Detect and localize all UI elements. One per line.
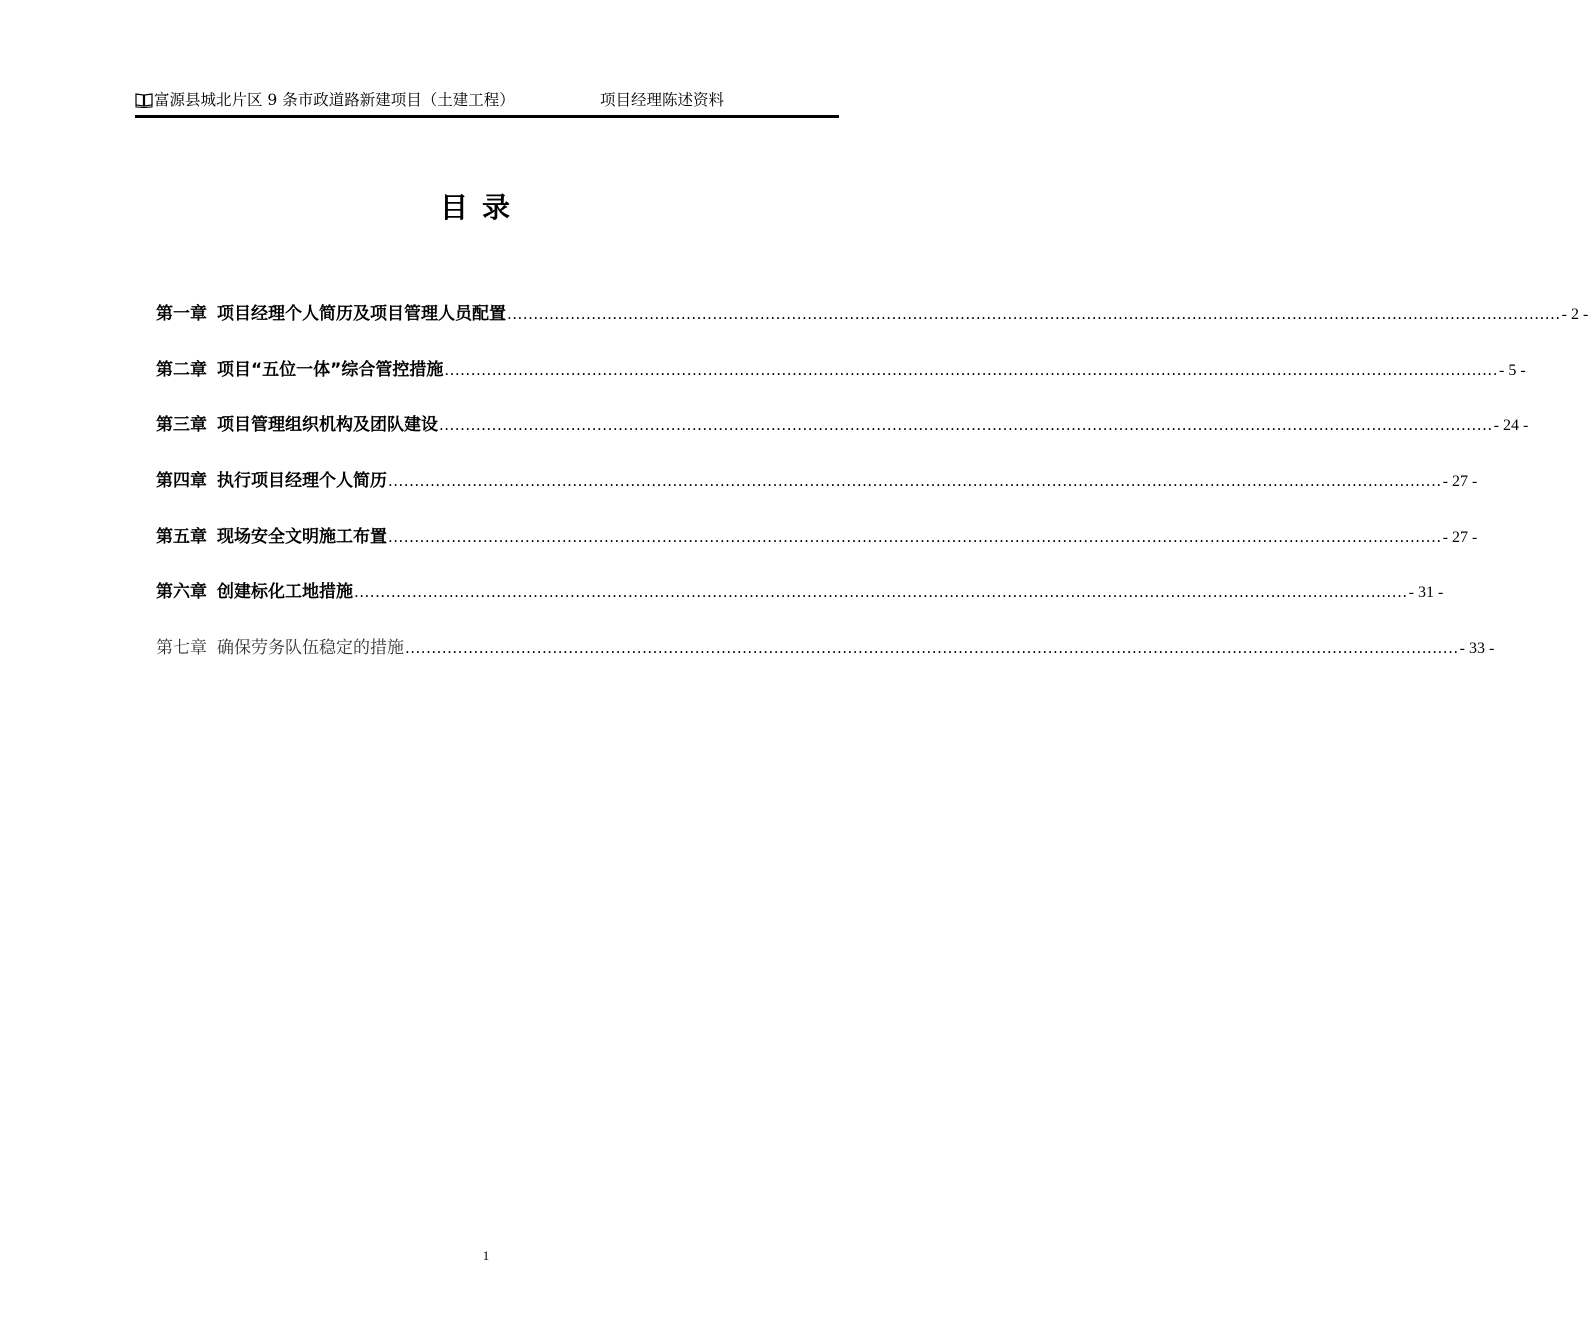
toc-page-number: - 5 - (1498, 361, 1526, 379)
toc-entry-5[interactable] (156, 523, 1478, 551)
page-header (135, 88, 838, 112)
toc-chapter-title: 项目经理个人简历及项目管理人员配置 (217, 304, 506, 324)
page-number: 1 (482, 1248, 490, 1263)
toc-dot-leader: ........................................................................................................................................................................................................ (405, 639, 1459, 658)
toc-entry-4[interactable] (156, 467, 1478, 495)
toc-chapter-title: 项目管理组织机构及团队建设 (217, 415, 438, 436)
header-divider (135, 115, 839, 118)
toc-dot-leader: ........................................................................................................................................................................................................ (507, 305, 1561, 323)
toc-title: 目录 (439, 191, 524, 224)
header-project-title: 富源县城北片区 9 条市政道路新建项目（土建工程） (154, 91, 515, 109)
toc-page-number: - 27 - (1442, 528, 1478, 546)
toc-chapter-title: 创建标化工地措施 (217, 582, 353, 603)
toc-page-number: - 27 - (1442, 473, 1478, 491)
toc-entry-1[interactable] (156, 300, 1588, 328)
toc-chapter-title: 确保劳务队伍稳定的措施 (217, 638, 404, 659)
toc-chapter-number: 第一章 (156, 304, 207, 324)
toc-entry-2[interactable] (156, 356, 1526, 384)
toc-chapter-number: 第三章 (156, 415, 207, 436)
toc-chapter-title: 项目“五位一体”综合管控措施 (217, 359, 444, 380)
toc-dot-leader: ........................................................................................................................................................................................................ (439, 416, 1493, 435)
toc-chapter-number: 第六章 (156, 582, 207, 603)
toc-dot-leader: ........................................................................................................................................................................................................ (388, 472, 1442, 491)
toc-page-number: - 2 - (1561, 306, 1588, 323)
toc-chapter-number: 第七章 (156, 638, 207, 659)
toc-entry-7[interactable] (156, 634, 1495, 662)
toc-dot-leader: ........................................................................................................................................................................................................ (388, 527, 1442, 546)
toc-page-number: - 31 - (1408, 584, 1444, 602)
book-icon (135, 92, 153, 108)
toc-page-number: - 33 - (1459, 640, 1495, 658)
header-left (135, 88, 515, 112)
toc-chapter-title: 现场安全文明施工布置 (217, 526, 387, 547)
toc-dot-leader: ........................................................................................................................................................................................................ (354, 583, 1408, 602)
toc-chapter-number: 第四章 (156, 471, 207, 492)
toc-chapter-title: 执行项目经理个人简历 (217, 471, 387, 492)
header-doc-title: 项目经理陈述资料 (600, 91, 725, 109)
toc-chapter-number: 第五章 (156, 526, 207, 547)
toc-page-number: - 24 - (1493, 417, 1529, 435)
toc-entry-3[interactable] (156, 411, 1529, 439)
table-of-contents (156, 300, 1588, 690)
toc-chapter-number: 第二章 (156, 359, 207, 380)
toc-entry-6[interactable] (156, 578, 1444, 606)
toc-dot-leader: ........................................................................................................................................................................................................ (444, 360, 1498, 379)
